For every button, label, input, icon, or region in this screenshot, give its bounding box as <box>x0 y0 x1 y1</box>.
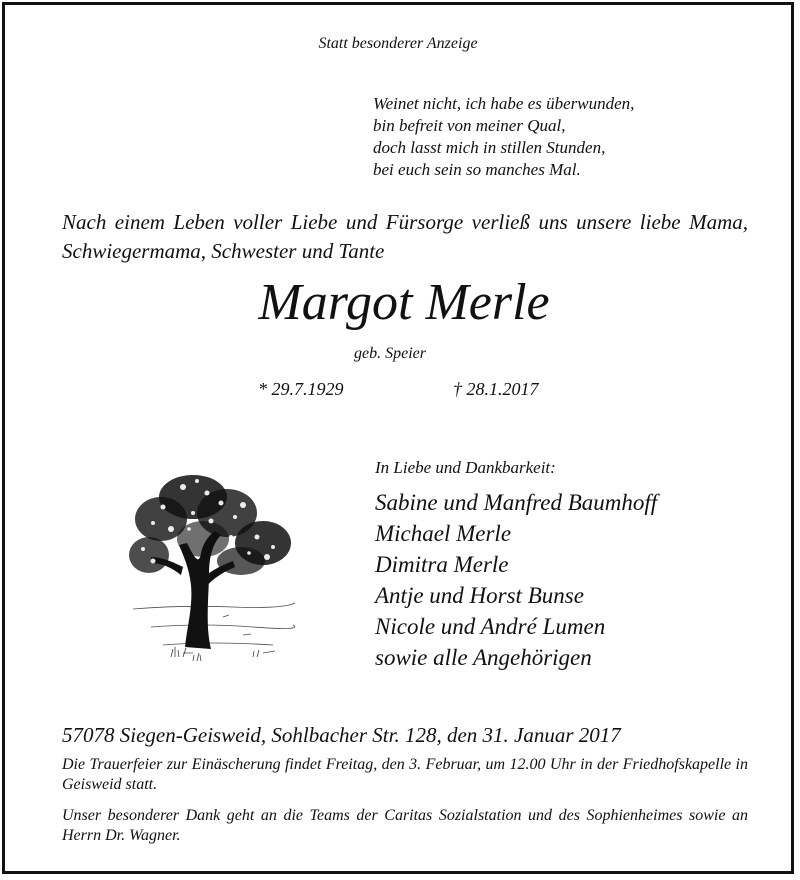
intro-text: Nach einem Leben voller Liebe und Fürsorge verließ uns unsere liebe Mama, Schwiegermama, Schwester und Tante <box>62 210 748 263</box>
family-member: Dimitra Merle <box>375 552 509 577</box>
poem-line: bei euch sein so manches Mal. <box>373 160 581 179</box>
family-list <box>375 487 657 673</box>
poem-line: bin befreit von meiner Qual, <box>373 116 566 135</box>
poem-line: Weinet nicht, ich habe es überwunden, <box>373 94 635 113</box>
family-member: sowie alle Angehörigen <box>375 645 592 670</box>
family-member: Michael Merle <box>375 521 512 546</box>
family-member: Sabine und Manfred Baumhoff <box>375 490 658 515</box>
address-line: 57078 Siegen-Geisweid, Sohlbacher Str. 128, den 31. Januar 2017 <box>62 723 621 747</box>
gratitude-text: Unser besonderer Dank geht an die Teams der Caritas Sozialstation und des Sophienheimes sowie an Herrn Dr. Wagner. <box>62 807 748 844</box>
birth-name: geb. Speier <box>354 345 426 362</box>
thanks-label: In Liebe und Dankbarkeit: <box>375 458 556 477</box>
deceased-name: Margot Merle <box>258 274 550 331</box>
birth-date: * 29.7.1929 <box>258 379 344 399</box>
death-date: † 28.1.2017 <box>453 379 539 399</box>
funeral-text: Die Trauerfeier zur Einäscherung findet Freitag, den 3. Februar, um 12.00 Uhr in der Friedhofskapelle in Geisweid statt. <box>62 756 748 793</box>
poem <box>373 93 634 181</box>
obituary-notice <box>2 2 794 874</box>
tree-icon <box>123 457 299 667</box>
notice-header: Statt besonderer Anzeige <box>318 35 478 52</box>
family-member: Nicole und André Lumen <box>375 614 606 639</box>
family-member: Antje und Horst Bunse <box>375 583 584 608</box>
poem-line: doch lasst mich in stillen Stunden, <box>373 138 606 157</box>
